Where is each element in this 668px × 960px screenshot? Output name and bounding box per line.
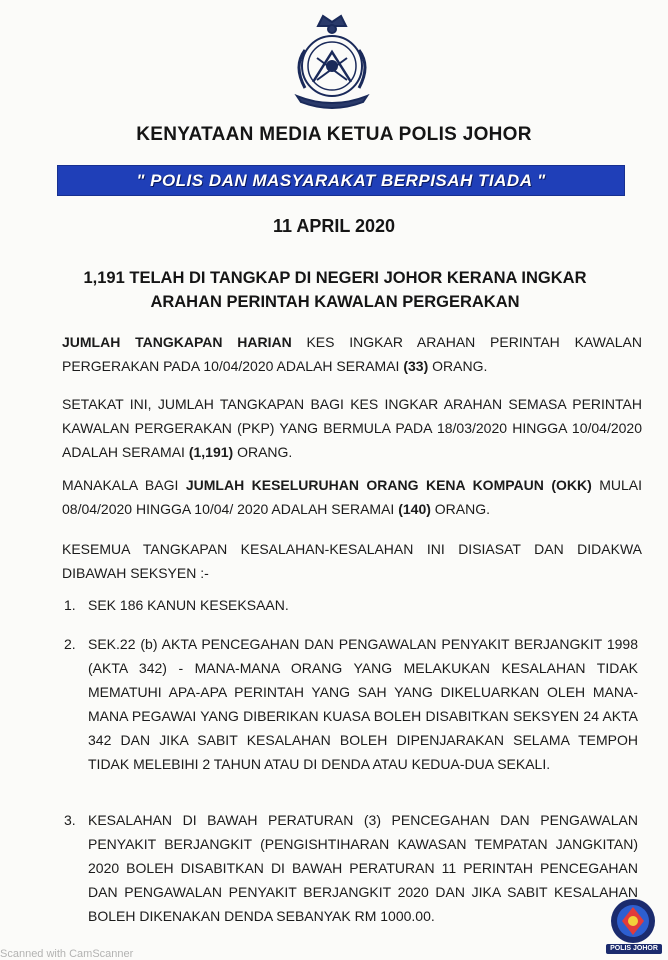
- paragraph-total-arrests: [62, 392, 642, 464]
- list-number: 2.: [64, 636, 76, 652]
- daily-arrests-count: (33): [403, 358, 429, 374]
- headline-line-1: 1,191 TELAH DI TANGKAP DI NEGERI JOHOR KERANA INGKAR: [83, 269, 587, 287]
- headline: [40, 266, 630, 314]
- scanner-watermark: Scanned with CamScanner: [0, 948, 134, 960]
- list-number: 1.: [64, 597, 76, 613]
- compound-text: MULAI 08/04/2020 HINGGA 10/04/ 2020 ADALAH SERAMAI: [62, 477, 642, 517]
- slogan-text: " POLIS DAN MASYARAKAT BERPISAH TIADA ": [136, 170, 546, 190]
- slogan-banner: [57, 165, 625, 196]
- headline-line-2: ARAHAN PERINTAH KAWALAN PERGERAKAN: [150, 293, 520, 311]
- daily-arrests-suffix: ORANG.: [428, 358, 488, 374]
- total-arrests-suffix: ORANG.: [233, 444, 293, 460]
- paragraph-compound: [62, 473, 642, 521]
- list-item: [64, 593, 638, 617]
- compound-prefix: MANAKALA BAGI: [62, 477, 186, 493]
- daily-arrests-text: KES INGKAR ARAHAN PERINTAH KAWALAN PERGERAKAN PADA 10/04/2020 ADALAH SERAMAI: [62, 334, 642, 374]
- police-crest-icon: [283, 10, 381, 110]
- list-item: [64, 632, 638, 776]
- corner-logo-label: POLIS JOHOR: [606, 944, 662, 954]
- list-text: KESALAHAN DI BAWAH PERATURAN (3) PENCEGAHAN DAN PENGAWALAN PENYAKIT BERJANGKIT (PENGISHTIHARAN KAWASAN TEMPATAN JANGKITAN) 2020 BOLEH DISABITKAN DI BAWAH PERATURAN 11 PERINTAH PENCEGAHAN DAN PENGAWALAN PENYAKIT BERJANGKIT 2020 DAN JIKA SABIT KESALAHAN BOLEH DIKENAKAN DENDA SEBANYAK RM 1000.00.: [88, 812, 638, 924]
- total-arrests-count: (1,191): [188, 444, 234, 460]
- list-item: [64, 808, 638, 928]
- paragraph-daily-arrests: [62, 330, 642, 378]
- compound-count: (140): [398, 501, 431, 517]
- page-title: KENYATAAN MEDIA KETUA POLIS JOHOR: [136, 124, 532, 145]
- list-number: 3.: [64, 812, 76, 828]
- release-date: 11 APRIL 2020: [272, 216, 396, 236]
- list-text: SEK 186 KANUN KESEKSAAN.: [88, 597, 289, 613]
- daily-arrests-label: JUMLAH TANGKAPAN HARIAN: [62, 334, 292, 350]
- compound-label: JUMLAH KESELURUHAN ORANG KENA KOMPAUN (OKK): [185, 477, 592, 493]
- list-text: SEK.22 (b) AKTA PENCEGAHAN DAN PENGAWALAN PENYAKIT BERJANGKIT 1998 (AKTA 342) - MANA-MANA ORANG YANG MELAKUKAN KESALAHAN TIDAK MEMATUHI APA-APA PERINTAH YANG SAH YANG DIKELUARKAN OLEH MANA-MANA PEGAWAI YANG DIBERIKAN KUASA BOLEH DISABITKAN SEKSYEN 24 AKTA 342 DAN JIKA SABIT KESALAHAN BOLEH DIPENJARAKAN SELAMA TEMPOH TIDAK MELEBIHI 2 TAHUN ATAU DI DENDA ATAU KEDUA-DUA SEKALI.: [88, 636, 638, 772]
- compound-suffix: ORANG.: [430, 501, 491, 517]
- paragraph-sections-intro: KESEMUA TANGKAPAN KESALAHAN-KESALAHAN INI DISIASAT DAN DIDAKWA DIBAWAH SEKSYEN :-: [62, 541, 642, 581]
- total-arrests-text: SETAKAT INI, JUMLAH TANGKAPAN BAGI KES INGKAR ARAHAN SEMASA PERINTAH KAWALAN PERGERAKAN (PKP) YANG BERMULA PADA 18/03/2020 HINGGA 10/04/2020 ADALAH SERAMAI: [62, 396, 642, 460]
